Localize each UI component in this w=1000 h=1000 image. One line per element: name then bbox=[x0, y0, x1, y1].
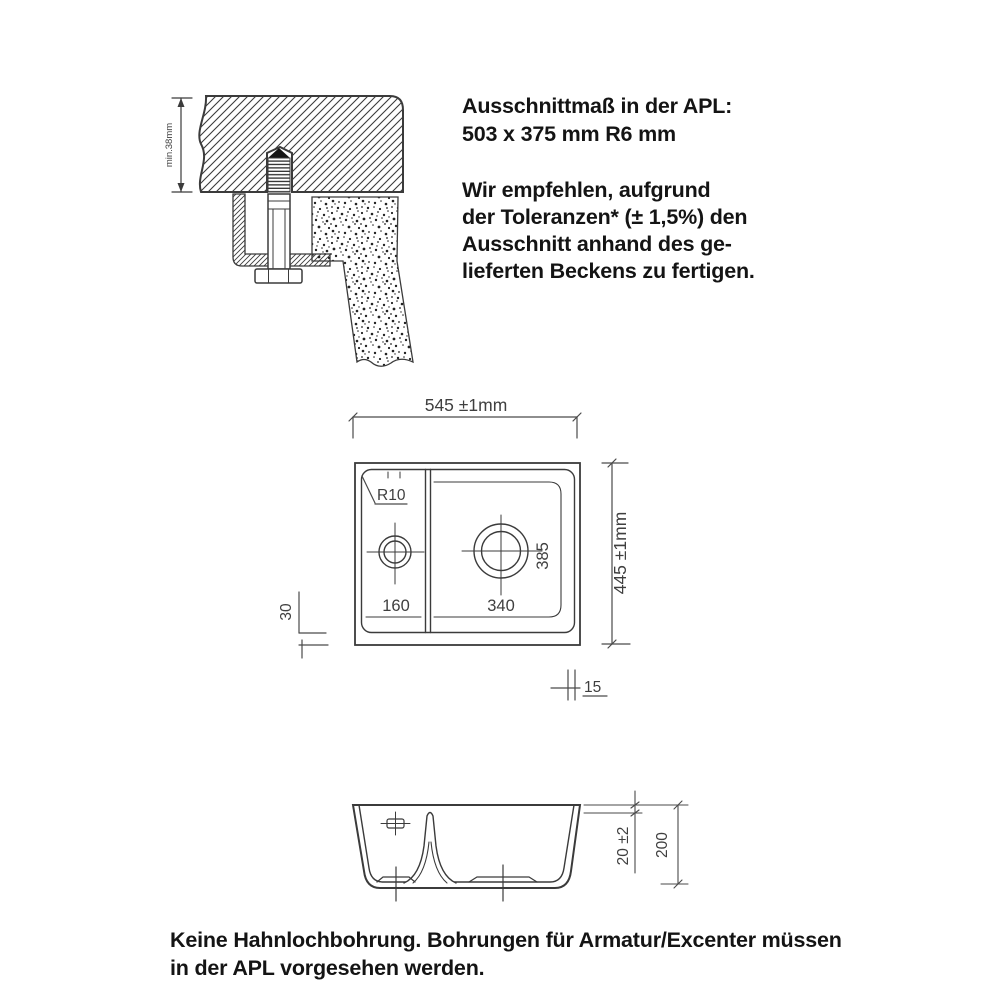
footer-note bbox=[170, 926, 842, 982]
min-thickness-label: min.38mm bbox=[164, 122, 175, 168]
sink-top-view bbox=[278, 395, 630, 700]
width-label: 545 ±1mm bbox=[424, 395, 508, 415]
rear-rim-dimension bbox=[299, 592, 328, 658]
cutout-body-line: Ausschnitt anhand des ge- bbox=[462, 232, 732, 256]
inner-depth-label: 385 bbox=[534, 542, 552, 570]
width-dimension bbox=[349, 413, 581, 438]
cutout-body-line: der Toleranzen* (± 1,5%) den bbox=[462, 205, 748, 229]
footer-note-line2: in der APL vorgesehen werden. bbox=[170, 956, 485, 980]
sink-front-view bbox=[353, 791, 688, 901]
countertop-section-view bbox=[164, 96, 413, 366]
radius-leader bbox=[362, 476, 375, 503]
rear-rim-label: 30 bbox=[278, 603, 295, 621]
cutout-title-line1: Ausschnittmaß in der APL: bbox=[462, 94, 733, 118]
side-rim-label: 15 bbox=[584, 679, 602, 696]
bowl-depth-label: 200 bbox=[654, 832, 671, 858]
cutout-body-line: lieferten Beckens zu fertigen. bbox=[462, 259, 755, 283]
rim-height-dimension bbox=[584, 791, 688, 873]
large-bowl-drain bbox=[462, 515, 542, 595]
countertop-block bbox=[199, 96, 403, 192]
ceramic-sink-edge bbox=[312, 197, 413, 366]
cutout-title-line2: 503 x 375 mm R6 mm bbox=[462, 122, 676, 146]
small-bowl-width-label: 160 bbox=[382, 597, 410, 615]
depth-label: 445 ±1mm bbox=[610, 511, 630, 595]
corner-radius-label: R10 bbox=[377, 487, 406, 504]
min-thickness-dimension bbox=[172, 98, 192, 192]
large-bowl-width-label: 340 bbox=[487, 597, 515, 615]
hex-nut bbox=[255, 269, 302, 283]
cutout-info-body bbox=[462, 177, 755, 285]
front-outer-contour bbox=[353, 805, 580, 888]
bolt-threads bbox=[268, 158, 290, 192]
cutout-info-title bbox=[462, 92, 732, 148]
cutout-body-line: Wir empfehlen, aufgrund bbox=[462, 178, 711, 202]
bolt-shaft bbox=[268, 194, 290, 269]
rim-height-label: 20 ±2 bbox=[615, 826, 632, 866]
small-bowl-drain bbox=[367, 523, 424, 584]
footer-note-line1: Keine Hahnlochbohrung. Bohrungen für Armatur/Excenter müssen bbox=[170, 928, 842, 952]
